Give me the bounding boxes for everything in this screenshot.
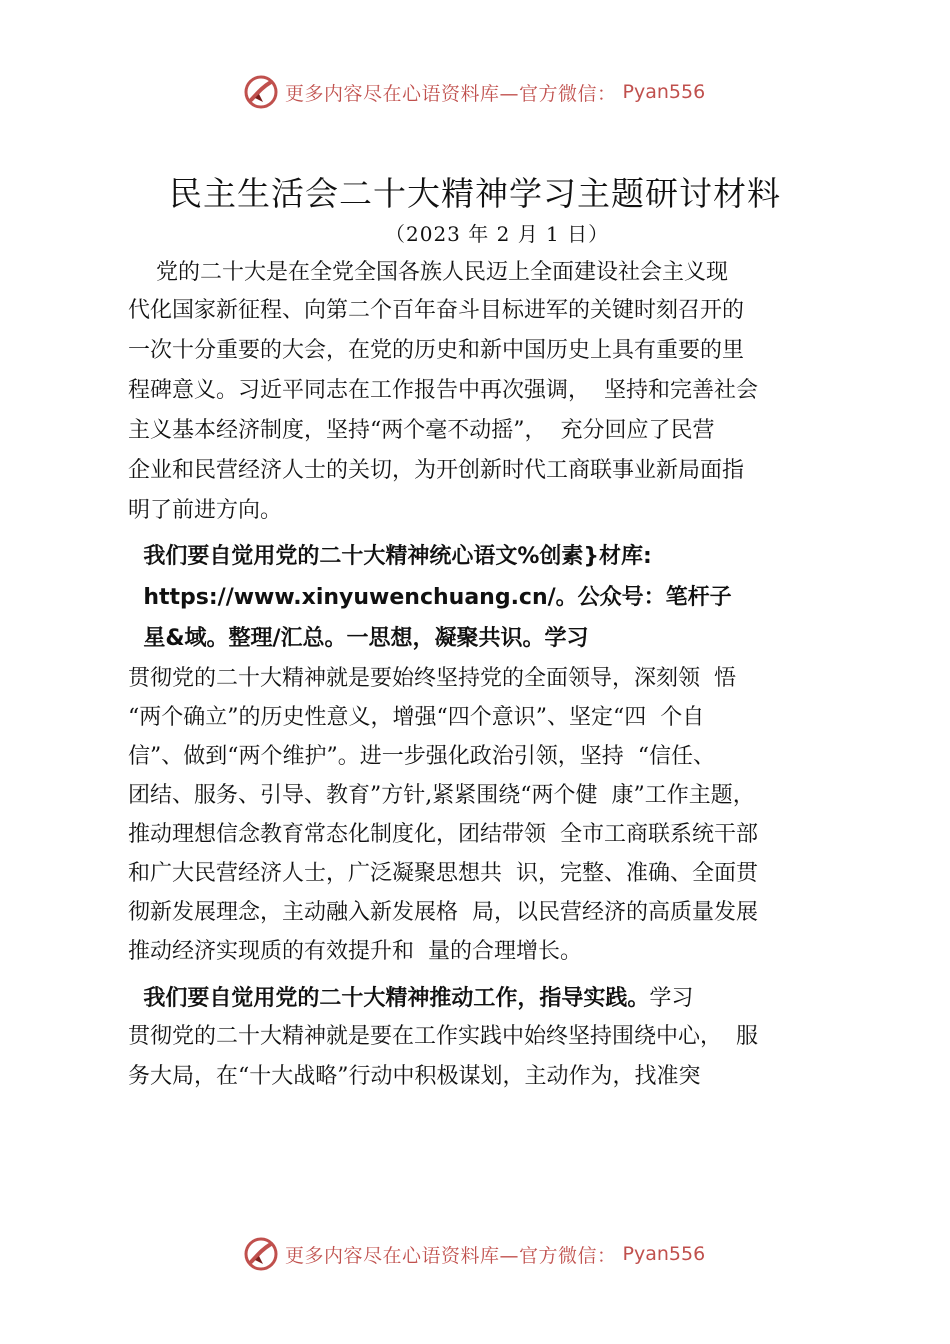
- paragraph-line: 程碑意义。习近平同志在工作报告中再次强调， 坚持和完善社会: [128, 378, 758, 403]
- paragraph-line: 主义基本经济制度，坚持“两个毫不动摇”， 充分回应了民营: [128, 418, 715, 443]
- section-heading-continuation: 学习: [649, 986, 694, 1011]
- paragraph-line: 企业和民营经济人士的关切，为开创新时代工商联事业新局面指: [128, 458, 745, 483]
- footer-watermark: [0, 1232, 950, 1276]
- section-heading-bold: 我们要自觉用党的二十大精神推动工作，指导实践。: [128, 986, 650, 1011]
- watermark-wechat-id: Pyan556: [622, 1243, 706, 1265]
- paragraph-line: 和广大民营经济人士，广泛凝聚思想共 识，完整、准确、全面贯: [128, 861, 758, 886]
- paragraph-line: 一次十分重要的大会，在党的历史和新中国历史上具有重要的里: [128, 338, 745, 363]
- header-watermark: [0, 70, 950, 114]
- paragraph-line: 贯彻党的二十大精神就是要在工作实践中始终坚持围绕中心， 服: [128, 1024, 758, 1049]
- brush-logo-icon: [243, 74, 279, 110]
- section-heading-2: [128, 984, 693, 1014]
- paragraph-line: 推动经济实现质的有效提升和 量的合理增长。: [128, 939, 582, 964]
- paragraph-line: 党的二十大是在全党全国各族人民迈上全面建设社会主义现: [128, 260, 728, 285]
- document-date: （2023 年 2 月 1 日）: [385, 222, 610, 246]
- paragraph-line: “两个确立”的历史性意义，增强“四个意识”、坚定“四 个自: [128, 705, 705, 730]
- paragraph-line: 明了前进方向。: [128, 498, 283, 523]
- brush-logo-icon: [243, 1236, 279, 1272]
- watermark-wechat-id: Pyan556: [622, 81, 706, 103]
- paragraph-line: 信”、做到“两个维护”。进一步强化政治引领，坚持 “信任、: [128, 744, 715, 769]
- watermark-text: 更多内容尽在心语资料库—官方微信：: [285, 82, 617, 105]
- section-heading-link-line: https://www.xinyuwenchuang.cn/。公众号：笔杆子: [128, 585, 732, 610]
- watermark-text: 更多内容尽在心语资料库—官方微信：: [285, 1244, 617, 1267]
- paragraph-line: 贯彻党的二十大精神就是要始终坚持党的全面领导，深刻领 悟: [128, 666, 736, 691]
- section-heading-line: 我们要自觉用党的二十大精神统心语文%创素}材库:: [128, 544, 652, 569]
- paragraph-line: 代化国家新征程、向第二个百年奋斗目标进军的关键时刻召开的: [128, 298, 745, 323]
- document-title: 民主生活会二十大精神学习主题研讨材料: [169, 174, 781, 213]
- section-heading-line: 星&域。整理/汇总。一思想，凝聚共识。学习: [128, 626, 589, 651]
- paragraph-line: 彻新发展理念，主动融入新发展格 局，以民营经济的高质量发展: [128, 900, 758, 925]
- paragraph-line: 推动理想信念教育常态化制度化，团结带领 全市工商联系统干部: [128, 822, 758, 847]
- paragraph-line: 团结、服务、引导、教育”方针,紧紧围绕“两个健 康”工作主题，: [128, 783, 755, 808]
- paragraph-line: 务大局，在“十大战略”行动中积极谋划，主动作为，找准突: [128, 1064, 701, 1089]
